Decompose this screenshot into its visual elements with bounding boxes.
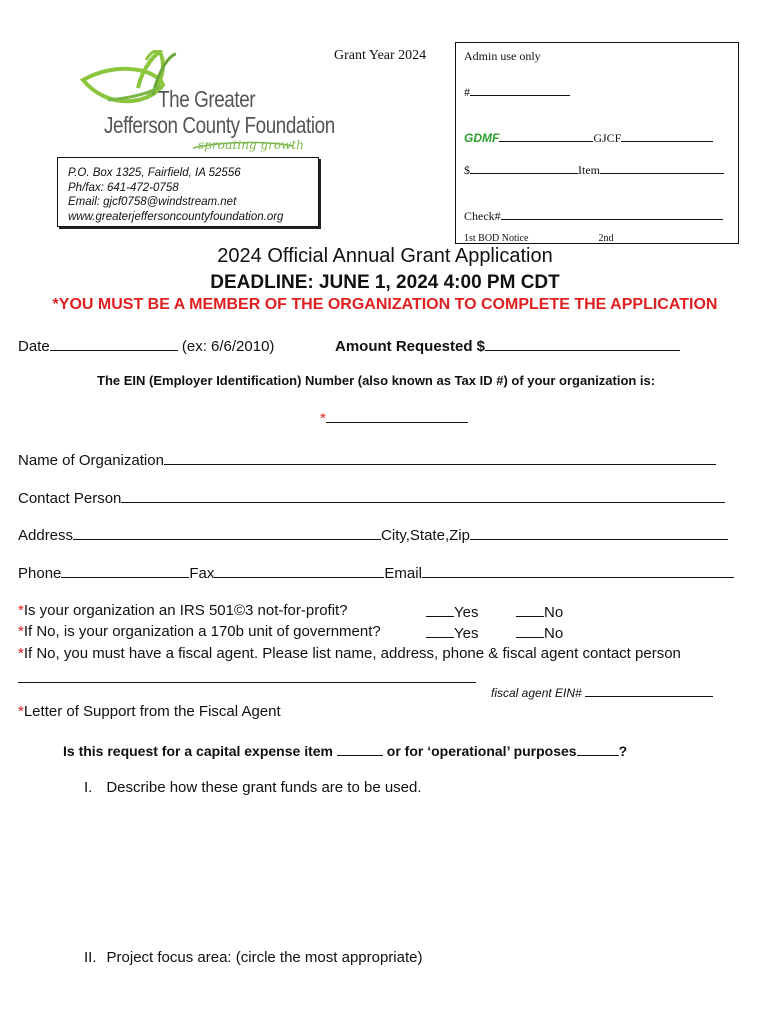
contact-person-field[interactable] [18,488,725,507]
address-line: P.O. Box 1325, Fairfield, IA 52556 [68,167,241,179]
fax-label: Fax [189,565,215,582]
member-notice: *YOU MUST BE A MEMBER OF THE ORGANIZATION TO COMPLETE THE APPLICATION [52,296,718,313]
email-line: Email: gjcf0758@windstream.net [68,196,237,208]
admin-title: Admin use only [464,49,541,63]
gjcf-label: GJCF [593,131,622,145]
q170-no[interactable]: No [516,623,563,642]
admin-fund-field[interactable] [464,127,713,146]
logo-name-line2: Jefferson County Foundation [104,112,335,138]
fiscal-agent-instruction: *If No, you must have a fiscal agent. Please list name, address, phone & fiscal agent contact person [18,645,681,662]
admin-use-box [455,42,739,244]
question-1-number: I. [84,779,93,796]
fiscal-agent-ein-field[interactable] [491,684,713,700]
date-label: Date [18,338,50,355]
phone-fax-email-field[interactable] [18,563,734,582]
ein-field[interactable] [320,408,468,427]
grant-year: Grant Year 2024 [334,48,427,63]
admin-bod-notice: 1st BOD Notice 2nd [464,233,614,244]
check-label: Check# [464,209,501,223]
org-name-label: Name of Organization [18,452,164,469]
organization-name-field[interactable] [18,450,716,469]
q170-yes[interactable]: Yes [426,623,478,642]
question-2-text: Project focus area: (circle the most appropriate) [106,949,423,966]
logo-tagline: sprouting growth [198,138,304,152]
logo-name-line1: The Greater [158,86,256,112]
email-label: Email [384,565,422,582]
date-field[interactable] [18,336,274,355]
required-star: * [320,410,326,427]
question-501c3: *Is your organization an IRS 501©3 not-for-profit? [18,602,348,619]
capital-vs-operational-question[interactable]: Is this request for a capital expense item or for ‘operational’ purposes ? [63,743,628,759]
phone-fax-line: Ph/fax: 641-472-0758 [68,181,179,194]
fiscal-ein-label: fiscal agent EIN# [491,686,582,700]
deadline-heading: DEADLINE: JUNE 1, 2024 4:00 PM CDT [210,272,560,293]
admin-check-field[interactable] [464,205,723,224]
letter-of-support: *Letter of Support from the Fiscal Agent [18,703,281,720]
fiscal-agent-line[interactable] [18,682,476,683]
question-2 [84,949,422,966]
item-label: Item [578,163,600,177]
contact-label: Contact Person [18,490,122,507]
q501-yes[interactable]: Yes [426,602,478,621]
ein-label: The EIN (Employer Identification) Number (also known as Tax ID #) of your organization is: [97,373,656,388]
address-field[interactable] [18,525,728,544]
date-example: (ex: 6/6/2010) [181,338,275,355]
q501-no[interactable]: No [516,602,563,621]
address-label: Address [18,527,74,544]
contact-address-box [57,157,319,227]
question-170b: *If No, is your organization a 170b unit of government? [18,623,381,640]
city-state-zip-label: City,State,Zip [381,527,470,544]
admin-number-field[interactable] [464,81,570,100]
amount-requested-field[interactable] [335,336,680,355]
question-1 [84,779,422,796]
question-1-text: Describe how these grant funds are to be used. [106,779,422,796]
dollar-label: $ [464,163,470,177]
website-line: www.greaterjeffersoncountyfoundation.org [68,210,284,223]
gdmf-label: GDMF [464,131,500,145]
phone-label: Phone [18,565,62,582]
page-title: 2024 Official Annual Grant Application [217,245,553,267]
admin-amount-field[interactable] [464,159,724,178]
amount-label: Amount Requested $ [335,338,486,355]
question-2-number: II. [84,949,97,966]
admin-number-label: # [464,85,470,99]
